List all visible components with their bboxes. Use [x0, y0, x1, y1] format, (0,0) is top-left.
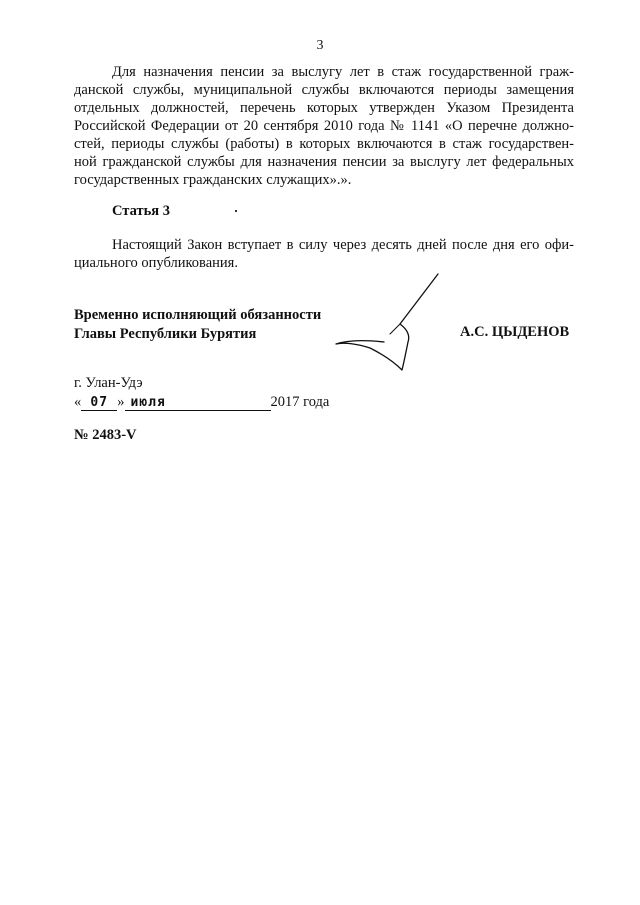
date-day: 07	[90, 395, 109, 410]
stray-mark	[235, 210, 237, 212]
paragraph-line: ной гражданской службы для назначения пенсии за выслугу лет федеральных	[74, 154, 574, 170]
paragraph-line: государственных гражданских служащих».».	[74, 172, 352, 188]
signing-date	[74, 394, 329, 411]
article-heading: Статья 3	[112, 203, 170, 219]
paragraph-entry-into-force	[74, 236, 574, 272]
paragraph-line: отдельных должностей, перечень которых утвержден Указом Президента	[74, 100, 574, 116]
signing-place: г. Улан-Удэ	[74, 375, 143, 391]
date-day-blank	[81, 395, 117, 411]
paragraph-line: Для назначения пенсии за выслугу лет в стаж государственной граж-	[112, 64, 574, 80]
law-number: № 2483-V	[74, 427, 137, 443]
signer-title-line: Главы Республики Бурятия	[74, 326, 257, 342]
signer-title-line: Временно исполняющий обязанности	[74, 307, 322, 323]
date-open-quote: «	[74, 394, 82, 410]
paragraph-line: циального опубликования.	[74, 255, 238, 271]
date-close-quote: »	[117, 394, 125, 410]
paragraph-line: Российской Федерации от 20 сентября 2010 года № 1141 «О перечне должно-	[74, 118, 574, 134]
paragraph-line: стей, периоды службы (работы) в которых включаются в стаж государствен-	[74, 136, 574, 152]
page-number: 3	[316, 38, 324, 53]
paragraph-line: данской службы, муниципальной службы включаются периоды замещения	[74, 82, 574, 98]
signer-name: А.С. ЦЫДЕНОВ	[460, 324, 570, 340]
date-month: июля	[130, 395, 166, 410]
handwritten-signature	[330, 270, 450, 380]
date-month-blank	[125, 395, 271, 411]
paragraph-pension-service	[74, 63, 574, 189]
date-year: 2017 года	[270, 394, 330, 410]
signer-title	[74, 306, 321, 344]
paragraph-line: Настоящий Закон вступает в силу через десять дней после дня его офи-	[112, 237, 574, 253]
